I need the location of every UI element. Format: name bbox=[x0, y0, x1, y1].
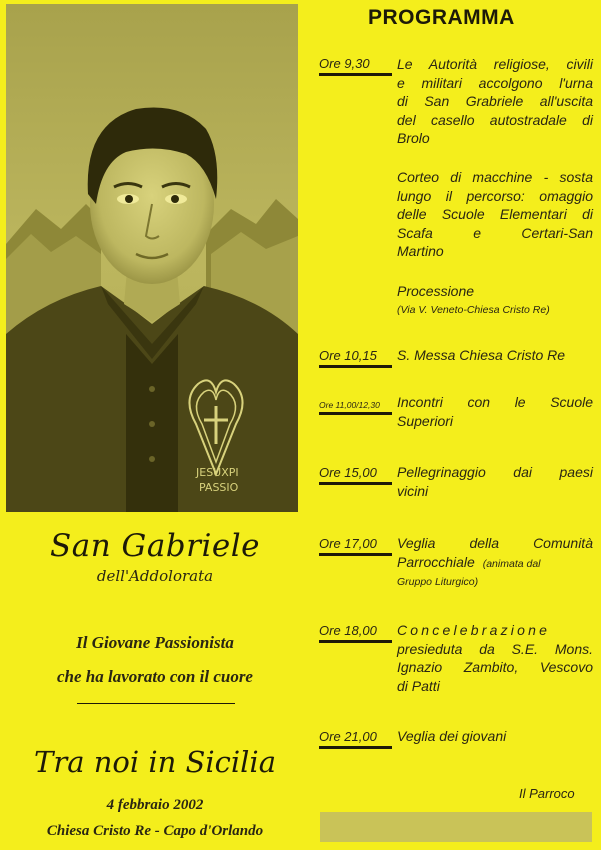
program-item bbox=[397, 55, 593, 148]
item-line: Ignazio Zambito, Vescovo bbox=[397, 659, 593, 675]
item-line bbox=[397, 553, 593, 574]
program-item bbox=[397, 282, 593, 319]
time-label: Ore 15,00 bbox=[319, 465, 377, 480]
time-underline bbox=[319, 365, 392, 368]
saint-portrait bbox=[6, 4, 298, 512]
item-line: Brolo bbox=[397, 130, 430, 146]
tagline-line-1: Il Giovane Passionista bbox=[76, 633, 234, 652]
time-underline bbox=[319, 746, 392, 749]
time-underline bbox=[319, 73, 392, 76]
signature: Il Parroco bbox=[519, 786, 575, 801]
program-item bbox=[397, 534, 593, 592]
program-title: PROGRAMMA bbox=[368, 6, 515, 29]
tagline-line-2: che ha lavorato con il cuore bbox=[57, 667, 253, 686]
time-underline bbox=[319, 412, 392, 415]
badge-text-1: JESUXPI bbox=[196, 466, 239, 479]
item-line: Corteo di macchine - sosta bbox=[397, 169, 593, 185]
program-item bbox=[397, 393, 593, 430]
program-item bbox=[397, 168, 593, 261]
item-line: Veglia della Comunità bbox=[397, 535, 593, 551]
item-line: Processione bbox=[397, 283, 475, 299]
item-line: Incontri con le Scuole bbox=[397, 394, 593, 410]
item-line: di Patti bbox=[397, 677, 440, 694]
time-label: Ore 11,00/12,30 bbox=[319, 400, 380, 410]
item-line: Concelebrazione bbox=[397, 622, 551, 638]
item-line: lungo il percorso: omaggio bbox=[397, 187, 593, 204]
item-note: Gruppo Liturgico) bbox=[397, 576, 479, 588]
time-underline bbox=[319, 482, 392, 485]
saint-subtitle: dell'Addolorata bbox=[96, 567, 214, 585]
time-label: Ore 18,00 bbox=[319, 623, 377, 638]
item-line: e militari accolgono l'urna bbox=[397, 74, 593, 91]
item-line: Superiori bbox=[397, 412, 454, 429]
badge-text-2: PASSIO bbox=[199, 481, 239, 494]
time-label: Ore 17,00 bbox=[319, 536, 377, 551]
program-item bbox=[397, 346, 593, 365]
item-line: delle Scuole Elementari di bbox=[397, 206, 593, 222]
divider bbox=[77, 703, 235, 704]
time-label: Ore 21,00 bbox=[319, 729, 377, 744]
time-underline bbox=[319, 553, 392, 556]
item-line: di San Grabriele all'uscita bbox=[397, 93, 593, 109]
item-line: vicini bbox=[397, 482, 429, 499]
saint-name: San Gabriele bbox=[50, 528, 260, 564]
item-line: Le Autorità religiose, civili bbox=[397, 56, 593, 72]
item-text: Parrocchiale bbox=[397, 553, 475, 570]
program-item bbox=[397, 463, 593, 500]
item-line: del casello autostradale di bbox=[397, 111, 593, 128]
item-line: Martino bbox=[397, 243, 444, 259]
event-place: Chiesa Cristo Re - Capo d'Orlando bbox=[46, 823, 264, 839]
time-underline bbox=[319, 640, 392, 643]
time-label: Ore 9,30 bbox=[319, 56, 370, 71]
event-title: Tra noi in Sicilia bbox=[33, 745, 276, 779]
event-date: 4 febbraio 2002 bbox=[106, 797, 204, 813]
item-line: S. Messa Chiesa Cristo Re bbox=[397, 347, 566, 363]
item-note: (animata dal bbox=[482, 557, 541, 570]
item-line: Pellegrinaggio dai paesi bbox=[397, 464, 593, 480]
item-note: (Via V. Veneto-Chiesa Cristo Re) bbox=[397, 303, 550, 316]
item-line: Veglia dei giovani bbox=[397, 728, 507, 744]
time-label: Ore 10,15 bbox=[319, 348, 377, 363]
portrait-illustration bbox=[6, 4, 298, 512]
footer-band bbox=[320, 812, 592, 842]
program-item bbox=[397, 621, 593, 695]
item-line: presieduta da S.E. Mons. bbox=[397, 640, 593, 657]
program-item bbox=[397, 727, 593, 746]
item-line: Scafa e Certari-San bbox=[397, 224, 593, 241]
